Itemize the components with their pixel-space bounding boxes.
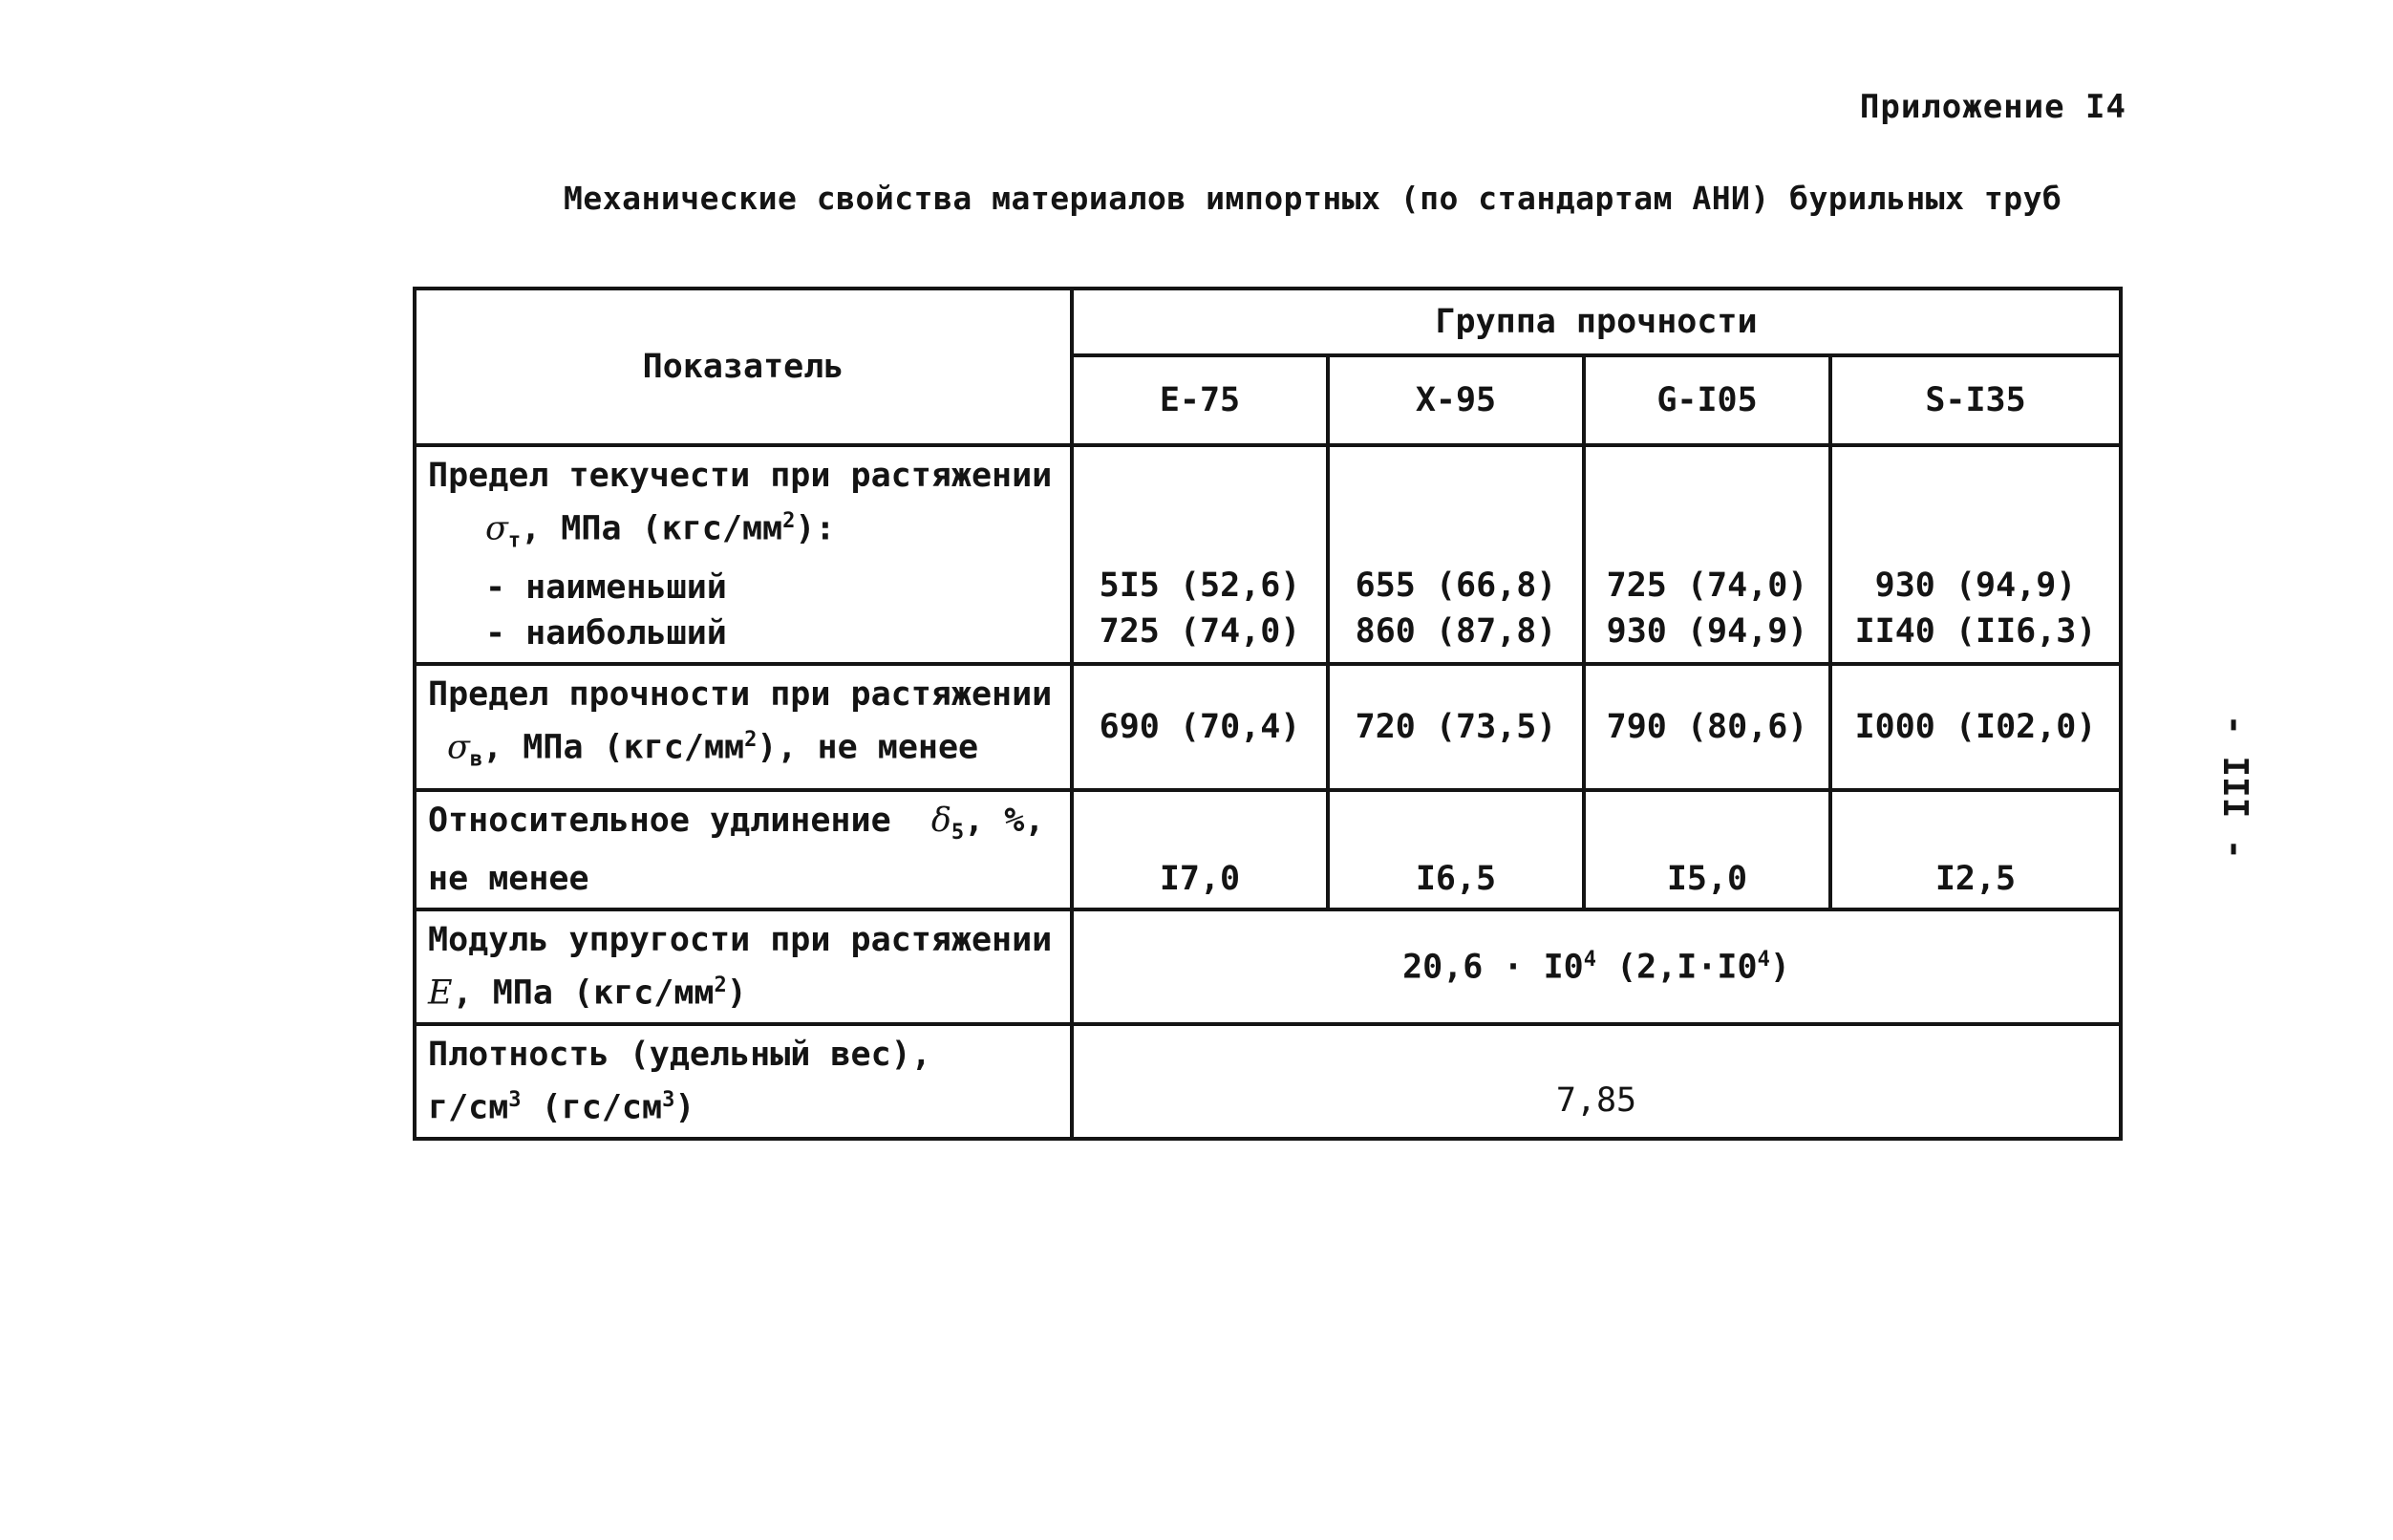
header-strength-group: Группа прочности [1072,289,2121,355]
yield-max-value: 725 (74,0) [1099,611,1301,651]
grade-e75: Е-75 [1072,355,1328,445]
tensile-e75: 690 (70,4) [1072,664,1328,791]
yield-x95 [1328,445,1584,664]
document-title: Механические свойства материалов импортных (по стандартам АНИ) бурильных труб [564,180,2062,217]
modulus-value-b: (2,I·I0 [1596,948,1758,987]
modulus-unit-prefix: , МПа (кгс/мм [452,973,715,1013]
sigma-symbol: σ [485,509,508,548]
modulus-value-b-exp: 4 [1757,947,1770,972]
density-unit-b: (гс/см [521,1088,663,1127]
yield-min-value: 5I5 (52,6) [1099,566,1301,605]
tensile-unit-exp: 2 [744,727,758,752]
yield-strength-label [415,445,1072,664]
yield-max-value: 930 (94,9) [1606,611,1808,651]
delta-subscript: 5 [951,821,965,845]
modulus-title: Модуль упругости при растяжении [428,921,1053,960]
yield-g105 [1584,445,1830,664]
tensile-unit-prefix: , МПа (кгс/мм [482,728,745,767]
table-row-elastic-modulus [415,909,2121,1024]
grade-g105: G-I05 [1584,355,1830,445]
yield-min-label: - наименьший [485,567,727,607]
elongation-e75: I7,0 [1072,790,1328,909]
appendix-label: Приложение I4 [1859,88,2126,126]
tensile-title: Предел прочности при растяжении [428,674,1053,714]
density-unit-b-exp: 3 [662,1088,675,1113]
table-row-density [415,1024,2121,1139]
yield-title: Предел текучести при растяжении [428,457,1053,495]
tensile-s135: I000 (I02,0) [1830,664,2121,791]
grade-x95: Х-95 [1328,355,1584,445]
delta-symbol: δ [930,802,951,841]
yield-max-value: 860 (87,8) [1355,611,1557,651]
density-unit-a-exp: 3 [508,1088,522,1113]
tensile-g105: 790 (80,6) [1584,664,1830,791]
header-indicator: Показатель [415,289,1072,445]
modulus-value-a-exp: 4 [1583,947,1596,972]
modulus-unit-exp: 2 [714,973,727,998]
tensile-unit [428,717,1058,783]
yield-s135 [1830,445,2121,664]
elongation-unit: , %, [964,802,1045,841]
modulus-value-a: 20,6 · I0 [1402,948,1584,987]
yield-unit-suffix: ): [795,509,836,548]
tensile-x95: 720 (73,5) [1328,664,1584,791]
elongation-x95: I6,5 [1328,790,1584,909]
elongation-s135: I2,5 [1830,790,2121,909]
table-row-yield-strength [415,445,2121,664]
elongation-title [428,798,1058,856]
elongation-line2: не менее [428,860,589,899]
modulus-unit-suffix: ) [726,973,747,1013]
density-label [415,1024,1072,1139]
mechanical-properties-table [413,287,2123,1141]
elastic-modulus-value [1072,909,2121,1024]
density-unit [428,1078,1058,1131]
tensile-unit-suffix: ), не менее [757,728,979,767]
yield-min-value: 930 (94,9) [1874,566,2077,605]
yield-unit-prefix: , МПа (кгс/мм [521,509,783,548]
table-header-row [415,289,2121,355]
modulus-unit [428,963,1058,1016]
yield-min-value: 725 (74,0) [1606,566,1808,605]
density-value: 7,85 [1072,1024,2121,1139]
grade-s135: S-I35 [1830,355,2121,445]
yield-max-label: - наибольший [485,613,727,652]
elongation-label [415,790,1072,909]
table-row-tensile-strength [415,664,2121,791]
yield-max-value: II40 (II6,3) [1854,611,2097,651]
density-unit-a: г/см [428,1088,509,1127]
yield-e75 [1072,445,1328,664]
density-unit-c: ) [674,1088,695,1127]
density-title: Плотность (удельный вес), [428,1036,931,1075]
yield-min-value: 655 (66,8) [1355,566,1557,605]
modulus-value-c: ) [1769,948,1790,987]
page-number: - III - [2215,715,2254,860]
sigma-symbol: σ [447,728,470,767]
tensile-strength-label [415,664,1072,791]
yield-unit [428,499,1058,565]
yield-unit-exp: 2 [782,509,796,533]
table-row-elongation [415,790,2121,909]
elastic-modulus-label [415,909,1072,1024]
elongation-g105: I5,0 [1584,790,1830,909]
e-symbol: E [428,973,453,1013]
sigma-subscript: в [469,747,483,772]
sigma-subscript: т [507,528,522,553]
elongation-title-text: Относительное удлинение [428,802,891,841]
